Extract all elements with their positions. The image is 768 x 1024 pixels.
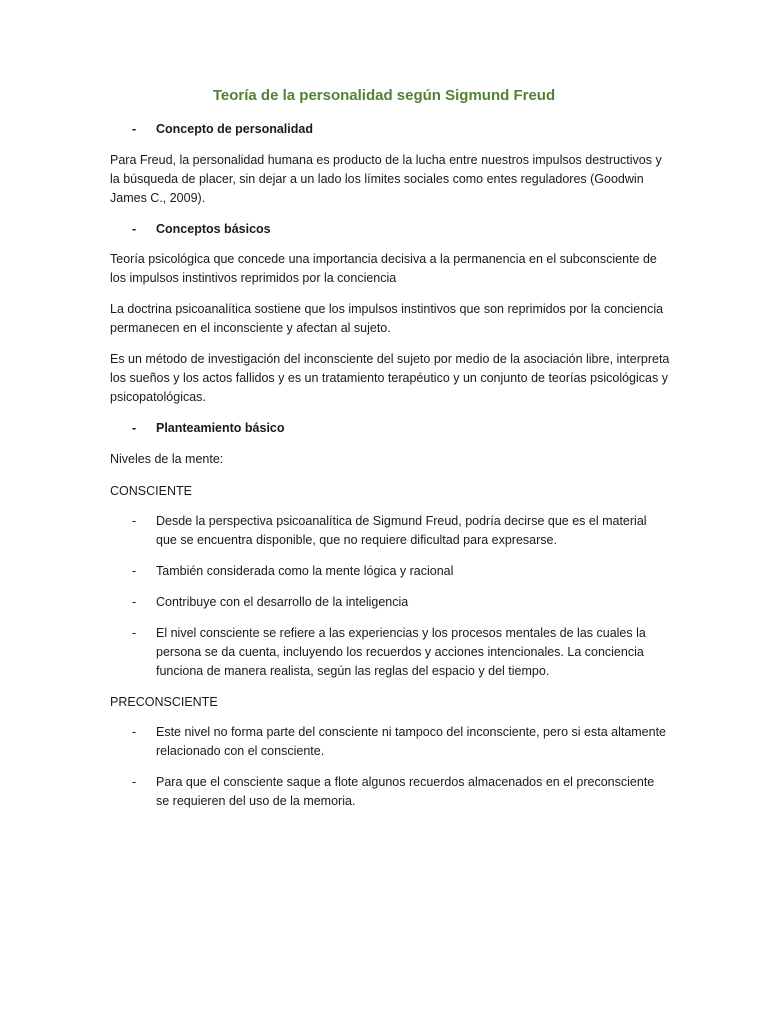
- consciente-item-text: Contribuye con el desarrollo de la inteligencia: [156, 595, 409, 609]
- heading-planteamiento: [110, 419, 670, 438]
- consciente-item-text: Desde la perspectiva psicoanalítica de Sigmund Freud, podría decirse que es el material que se encuentra disponible, que no requiere dificultad para expresarse.: [156, 514, 647, 547]
- heading-basicos-text: Conceptos básicos: [156, 222, 271, 236]
- consciente-label: CONSCIENTE: [110, 484, 192, 498]
- dash-marker: -: [132, 725, 137, 739]
- dash-marker: -: [132, 421, 137, 435]
- preconsciente-item: [110, 773, 670, 811]
- basicos-paragraph-1: Teoría psicológica que concede una importancia decisiva a la permanencia en el subconsciente de los impulsos instintivos reprimidos por la conciencia: [110, 252, 657, 285]
- preconsciente-item: [110, 723, 670, 761]
- preconsciente-item-text: Este nivel no forma parte del consciente ni tampoco del inconsciente, pero si esta altamente relacionado con el consciente.: [156, 725, 667, 758]
- consciente-item-text: También considerada como la mente lógica y racional: [156, 564, 454, 578]
- preconsciente-label: PRECONSCIENTE: [110, 695, 218, 709]
- basicos-paragraph-2: La doctrina psicoanalítica sostiene que los impulsos instintivos que son reprimidos por la conciencia permanecen en el inconsciente y afectan al sujeto.: [110, 302, 664, 335]
- heading-concepto-text: Concepto de personalidad: [156, 122, 313, 136]
- dash-marker: -: [132, 775, 137, 789]
- consciente-item-text: El nivel consciente se refiere a las experiencias y los procesos mentales de las cuales la persona se da cuenta, incluyendo los recuerdos y acciones intencionales. La conciencia funciona de manera realista, según las reglas del espacio y del tiempo.: [156, 626, 646, 678]
- consciente-item: [110, 562, 670, 581]
- preconsciente-item-text: Para que el consciente saque a flote algunos recuerdos almacenados en el preconsciente se requieren del uso de la memoria.: [156, 775, 655, 808]
- concepto-paragraph: Para Freud, la personalidad humana es producto de la lucha entre nuestros impulsos destructivos y la búsqueda de placer, sin dejar a un lado los límites sociales como entes reguladores (Goodwin James C., 2009).: [110, 153, 662, 205]
- dash-marker: -: [132, 514, 137, 528]
- dash-marker: -: [132, 564, 137, 578]
- consciente-item: [110, 512, 670, 550]
- heading-basicos: [110, 220, 670, 239]
- basicos-paragraph-3: Es un método de investigación del inconsciente del sujeto por medio de la asociación libre, interpreta los sueños y los actos fallidos y es un tratamiento terapéutico y un conjunto de teorías psicológicas y psicopatológicas.: [110, 352, 670, 404]
- dash-marker: -: [132, 626, 137, 640]
- dash-marker: -: [132, 595, 137, 609]
- consciente-item: [110, 624, 670, 681]
- heading-planteamiento-text: Planteamiento básico: [156, 421, 285, 435]
- dash-marker: -: [132, 122, 137, 136]
- dash-marker: -: [132, 222, 137, 236]
- heading-concepto: [110, 120, 670, 139]
- niveles-label: Niveles de la mente:: [110, 452, 224, 466]
- document-title: Teoría de la personalidad según Sigmund Freud: [212, 87, 556, 104]
- consciente-item: [110, 593, 670, 612]
